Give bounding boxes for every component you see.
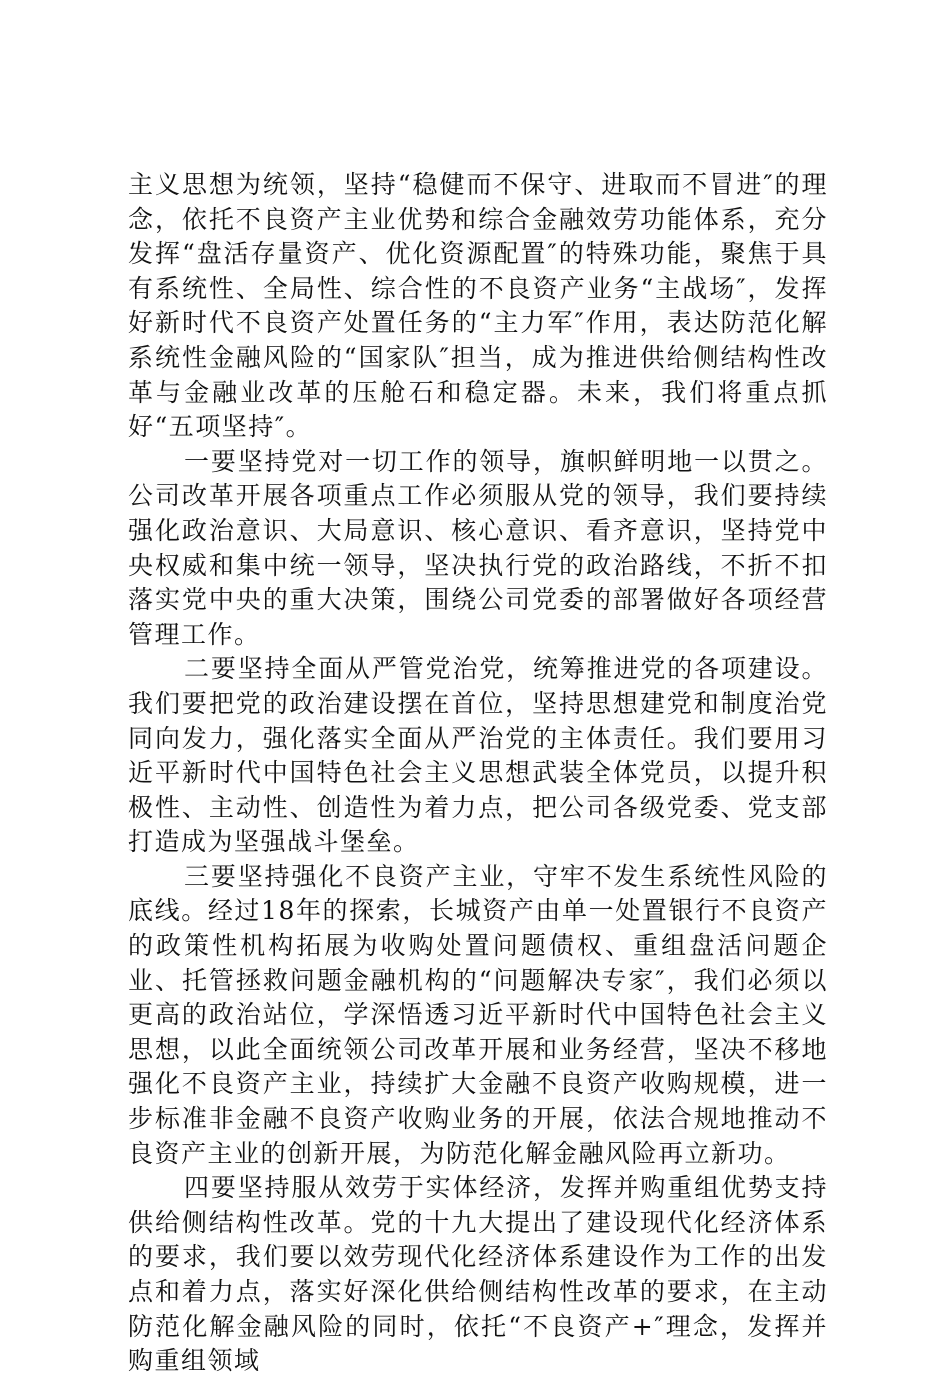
paragraph-2: 一要坚持党对一切工作的领导，旗帜鲜明地一以贯之。公司改革开展各项重点工作必须服从党的领导，我们要持续强化政治意识、大局意识、核心意识、看齐意识，坚持党中央权威和集中统一领导，坚决执行党的政治路线，不折不扣落实党中央的重大决策，围绕公司党委的部署做好各项经营管理工作。 xyxy=(128,446,828,649)
paragraph-5: 四要坚持服从效劳于实体经济，发挥并购重组优势支持供给侧结构性改革。党的十九大提出了建设现代化经济体系的要求，我们要以效劳现代化经济体系建设作为工作的出发点和着力点，落实好深化供给侧结构性改革的要求，在主动防范化解金融风险的同时，依托“不良资产+″理念，发挥并购重组领域 xyxy=(128,1173,828,1376)
document-body xyxy=(128,168,828,1379)
paragraph-3: 二要坚持全面从严管党治党，统筹推进党的各项建设。我们要把党的政治建设摆在首位，坚持思想建党和制度治党同向发力，强化落实全面从严治党的主体责任。我们要用习近平新时代中国特色社会主义思想武装全体党员，以提升积极性、主动性、创造性为着力点，把公司各级党委、党支部打造成为坚强战斗堡垒。 xyxy=(128,654,828,857)
paragraph-4: 三要坚持强化不良资产主业，守牢不发生系统性风险的底线。经过18年的探索，长城资产由单一处置银行不良资产的政策性机构拓展为收购处置问题债权、重组盘活问题企业、托管拯救问题金融机构的“问题解决专家″，我们必须以更高的政治站位，学深悟透习近平新时代中国特色社会主义思想，以此全面统领公司改革开展和业务经营，坚决不移地强化不良资产主业，持续扩大金融不良资产收购规模，进一步标准非金融不良资产收购业务的开展，依法合规地推动不良资产主业的创新开展，为防范化解金融风险再立新功。 xyxy=(128,861,828,1168)
paragraph-1: 主义思想为统领，坚持“稳健而不保守、进取而不冒进″的理念，依托不良资产主业优势和综合金融效劳功能体系，充分发挥“盘活存量资产、优化资源配置″的特殊功能，聚焦于具有系统性、全局性、综合性的不良资产业务“主战场″，发挥好新时代不良资产处置任务的“主力军″作用，表达防范化解系统性金融风险的“国家队″担当，成为推进供给侧结构性改革与金融业改革的压舱石和稳定器。未来，我们将重点抓好“五项坚持″。 xyxy=(128,170,828,442)
